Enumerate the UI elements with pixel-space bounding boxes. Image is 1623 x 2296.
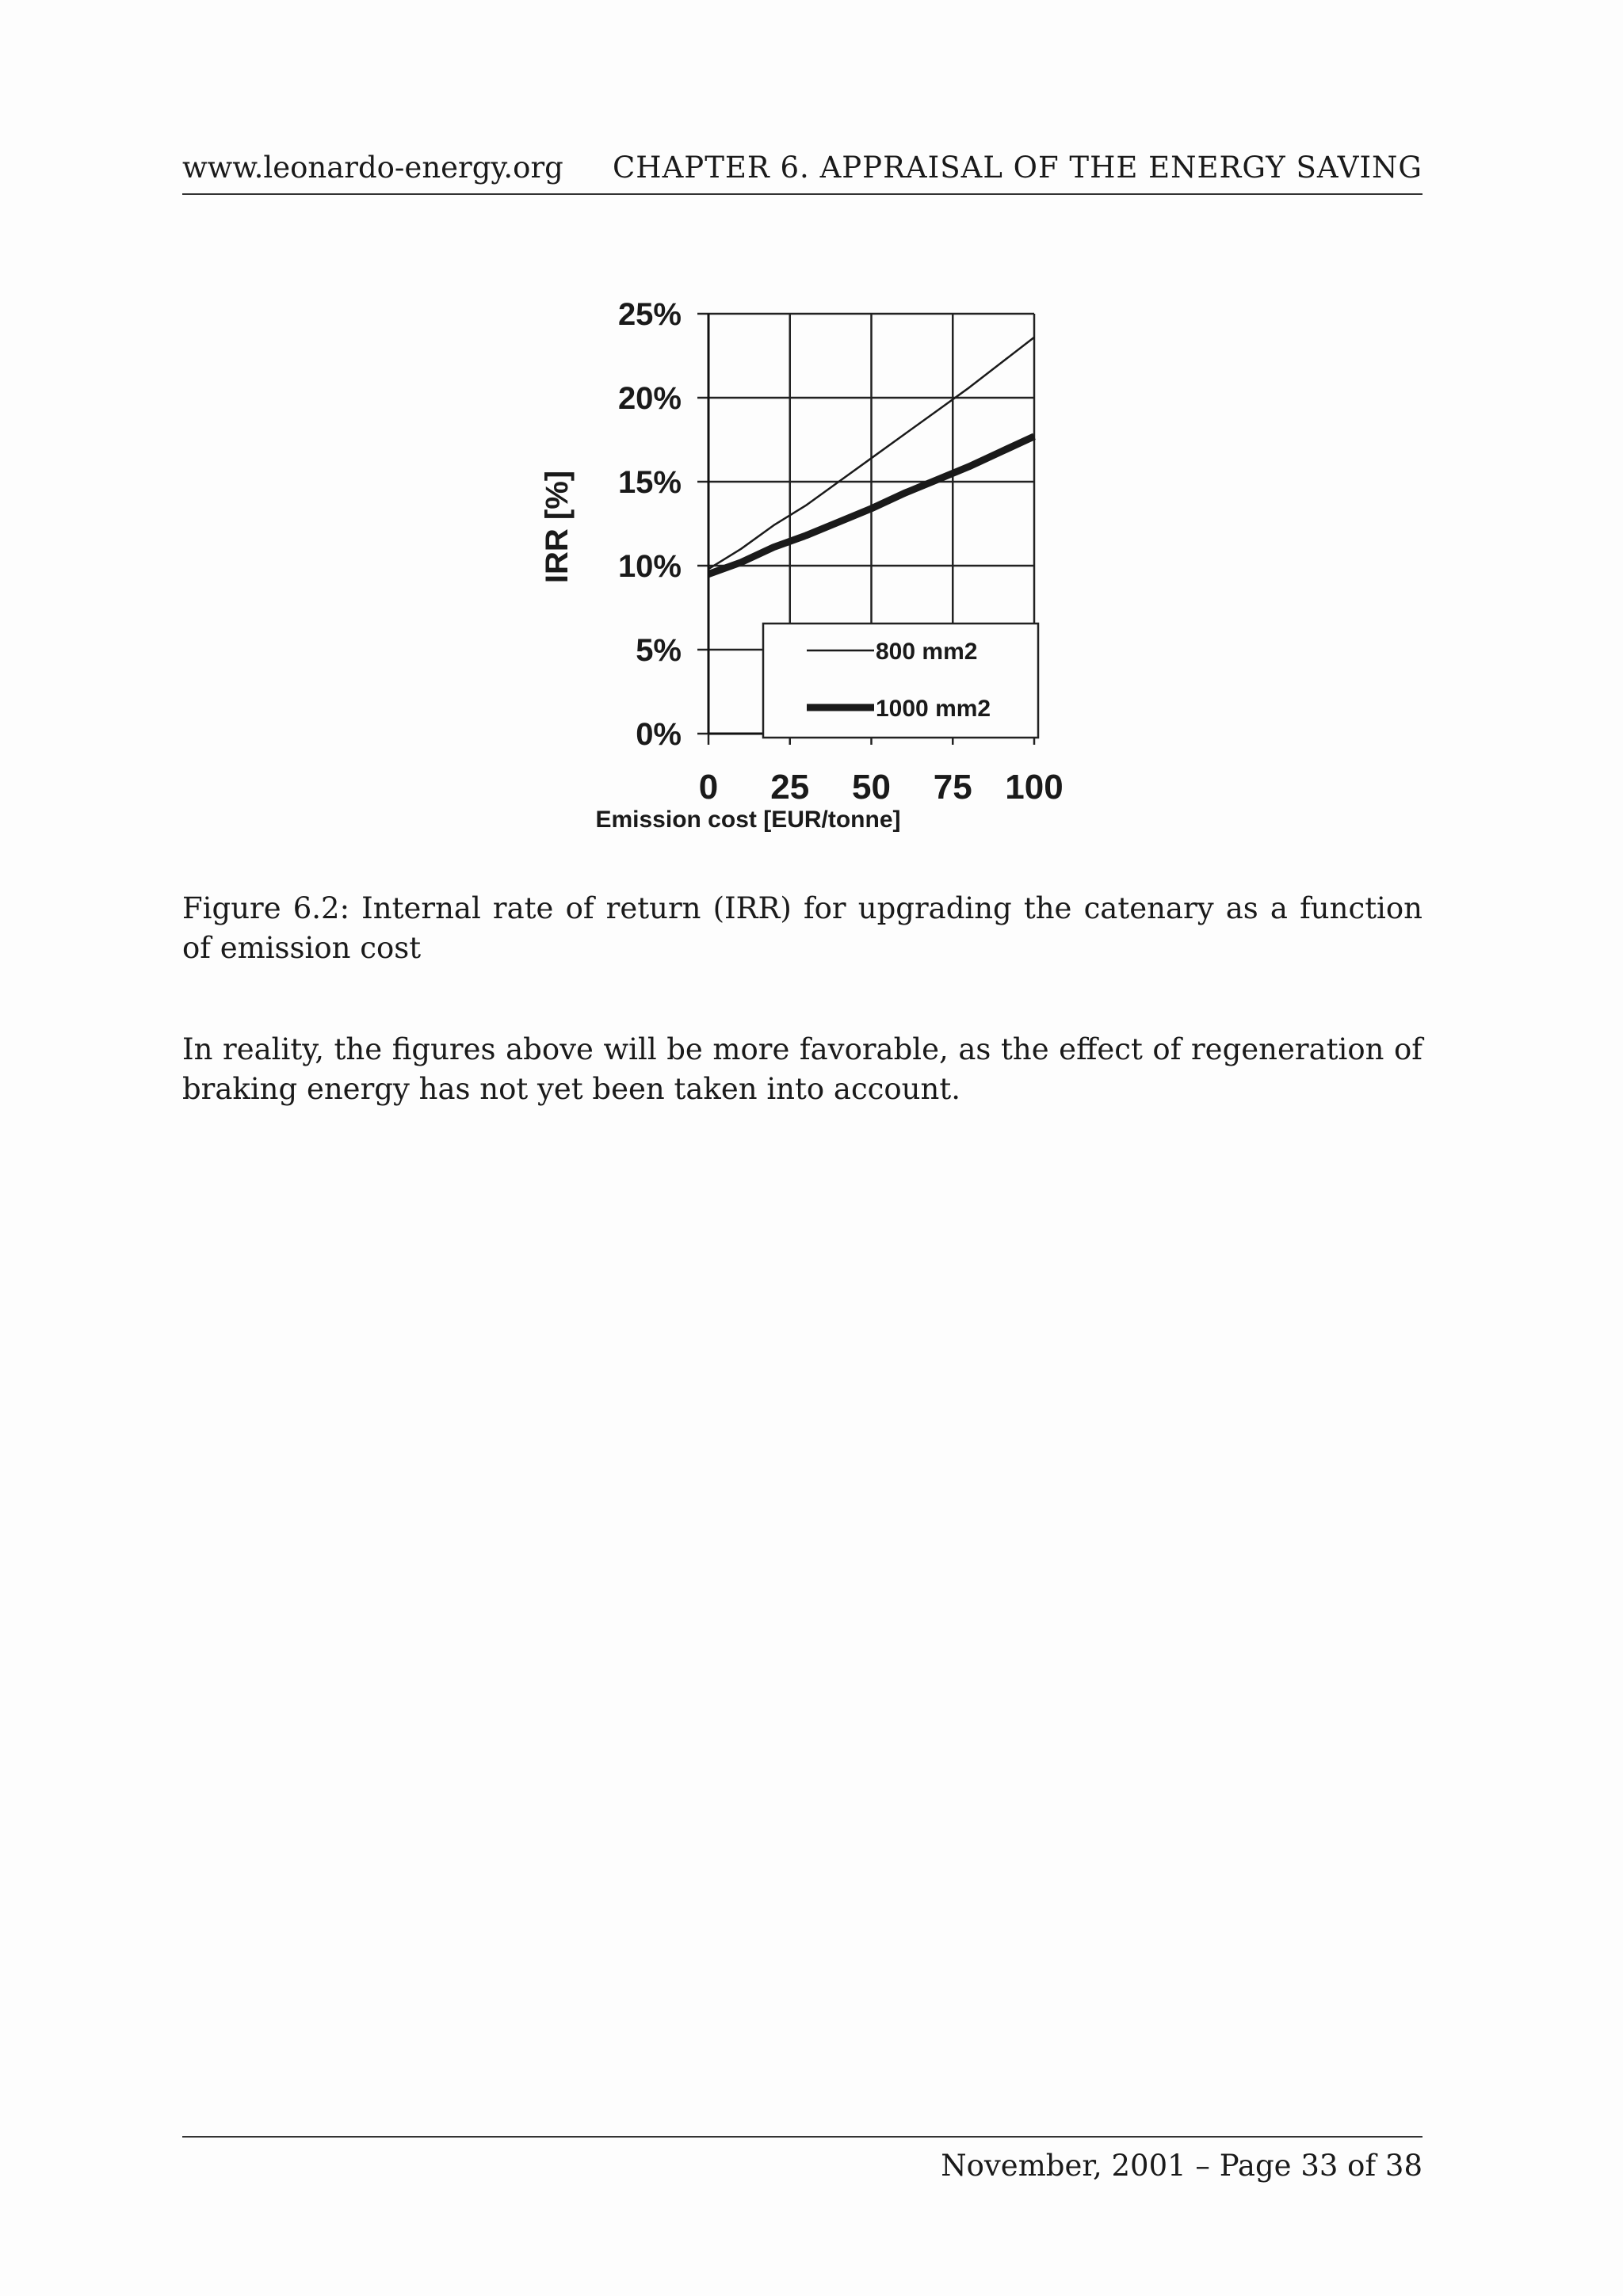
chart-legend (763, 624, 1038, 738)
page-footer: November, 2001 – Page 33 of 38 (941, 2149, 1423, 2183)
irr-chart (523, 285, 1094, 856)
legend-label: 800 mm2 (876, 639, 978, 665)
irr-figure (523, 285, 1094, 856)
x-tick-label: 100 (1005, 768, 1064, 807)
y-tick-label: 5% (636, 633, 682, 668)
footer-rule (182, 2136, 1423, 2138)
y-tick-label: 15% (617, 465, 682, 500)
y-tick-label: 0% (636, 717, 682, 752)
y-tick-label: 25% (617, 297, 682, 332)
x-tick-label: 75 (933, 768, 972, 807)
y-tick-label: 20% (617, 381, 682, 416)
chart-y-axis-label: IRR [%] (540, 470, 575, 584)
body-paragraph: In reality, the figures above will be more favorable, as the effect of regeneration of braking energy has not yet been taken into account. (182, 1032, 1423, 1106)
y-tick-label: 10% (617, 549, 682, 584)
header-chapter-title: CHAPTER 6. APPRAISAL OF THE ENERGY SAVING (613, 151, 1423, 185)
chart-x-axis-label: Emission cost [EUR/tonne] (595, 807, 901, 833)
x-tick-label: 0 (698, 768, 719, 807)
figure-caption: Figure 6.2: Internal rate of return (IRR) for upgrading the catenary as a function of emission cost (182, 891, 1423, 965)
legend-label: 1000 mm2 (876, 696, 991, 722)
x-tick-label: 50 (852, 768, 891, 807)
running-header (182, 151, 1423, 195)
header-site-url: www.leonardo-energy.org (182, 151, 563, 185)
x-tick-label: 25 (770, 768, 810, 807)
